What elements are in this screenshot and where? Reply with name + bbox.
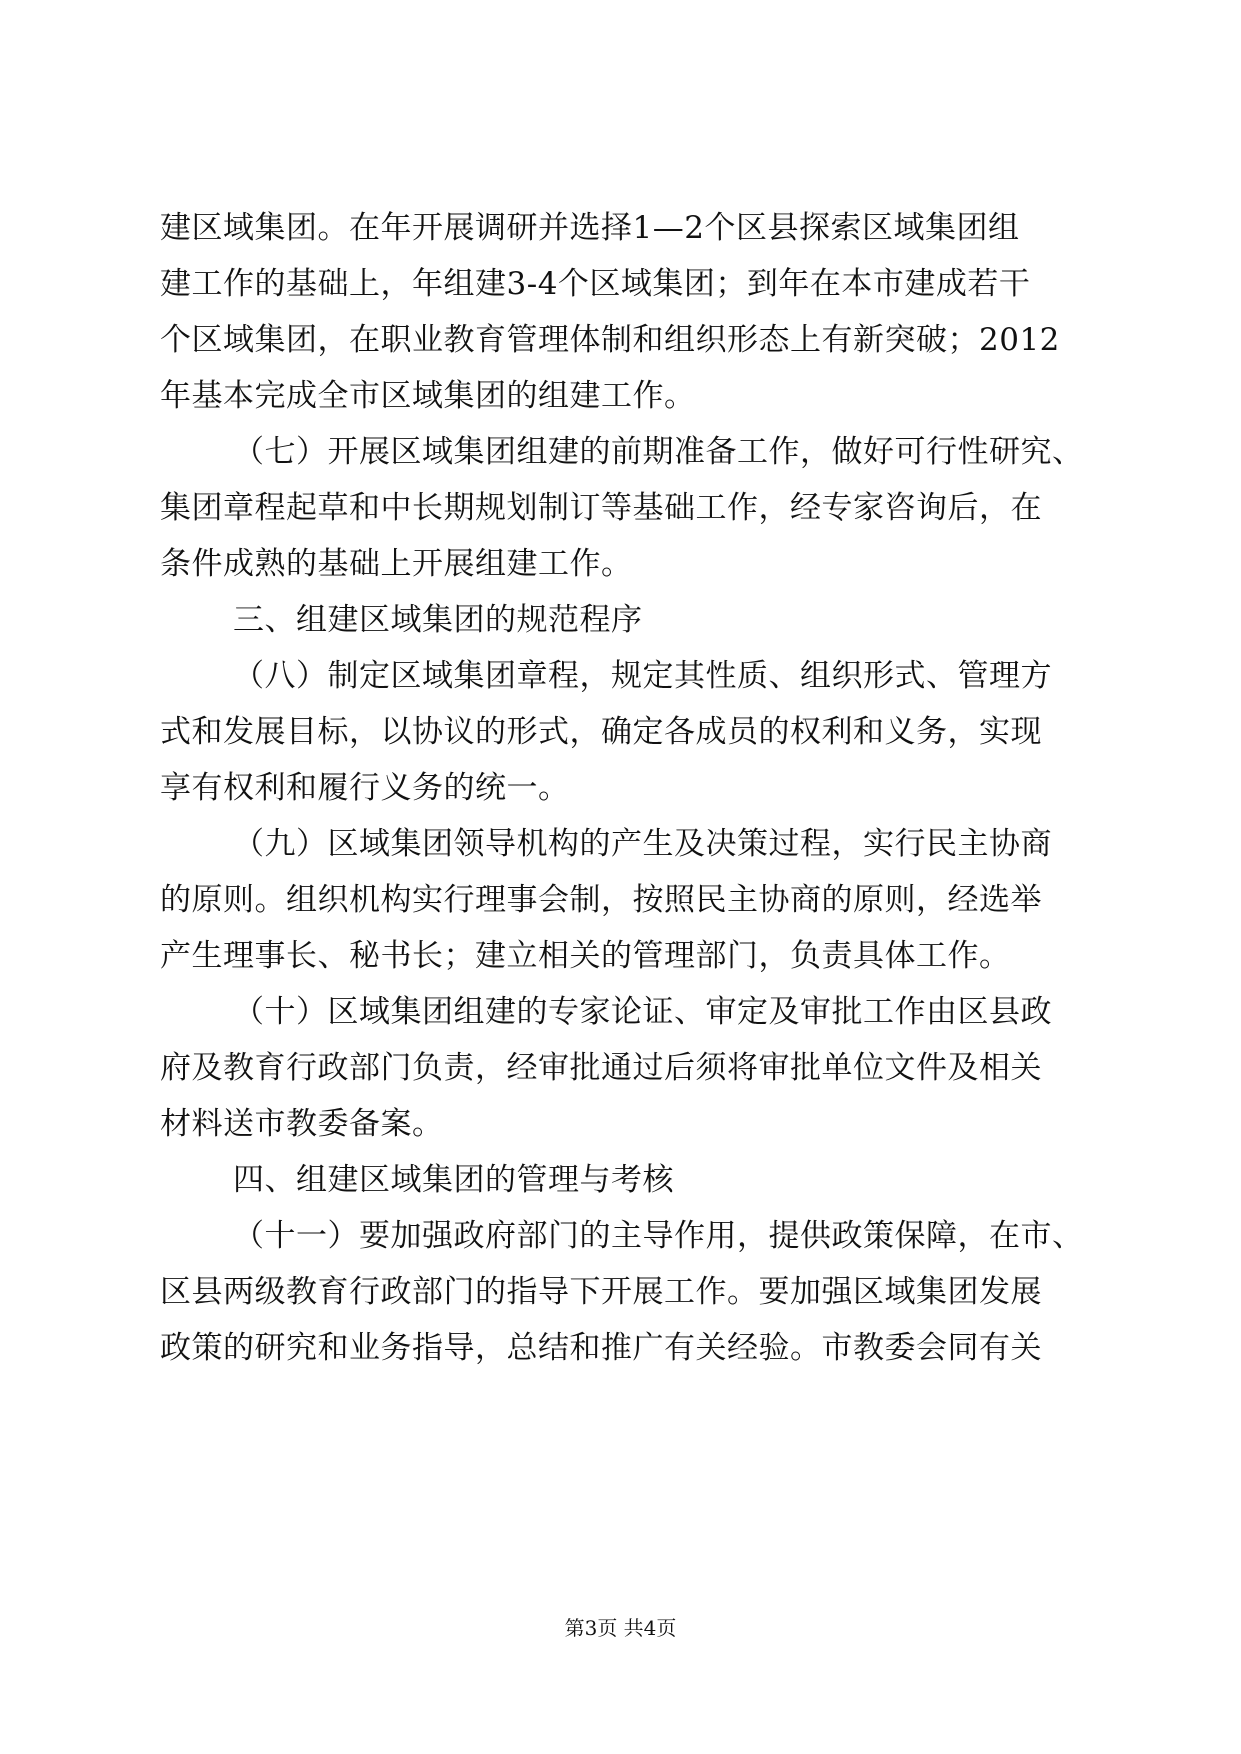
body-text-line: 府及教育行政部门负责，经审批通过后须将审批单位文件及相关 — [160, 1050, 1042, 1086]
page-number-footer: 第3页 共4页 — [564, 1616, 677, 1640]
body-text-line: 集团章程起草和中长期规划制订等基础工作，经专家咨询后，在 — [160, 490, 1042, 526]
body-text-line: 的原则。组织机构实行理事会制，按照民主协商的原则，经选举 — [160, 882, 1042, 918]
body-text-line: 区县两级教育行政部门的指导下开展工作。要加强区域集团发展 — [160, 1274, 1042, 1310]
body-text-line: 个区域集团，在职业教育管理体制和组织形态上有新突破；2012 — [160, 322, 1060, 358]
paragraph-start-line: （九）区域集团领导机构的产生及决策过程，实行民主协商 — [233, 826, 1052, 862]
body-text-line: 式和发展目标，以协议的形式，确定各成员的权利和义务，实现 — [160, 714, 1042, 750]
paragraph-start-line: （七）开展区域集团组建的前期准备工作，做好可行性研究、 — [233, 434, 1083, 470]
body-text-line: 产生理事长、秘书长；建立相关的管理部门，负责具体工作。 — [160, 938, 1011, 974]
body-text-line: 年基本完成全市区域集团的组建工作。 — [160, 378, 696, 414]
section-heading: 三、组建区域集团的规范程序 — [233, 602, 643, 638]
body-text-line: 政策的研究和业务指导，总结和推广有关经验。市教委会同有关 — [160, 1330, 1042, 1366]
paragraph-start-line: （十）区域集团组建的专家论证、审定及审批工作由区县政 — [233, 994, 1052, 1030]
body-text-line: 建区域集团。在年开展调研并选择1—2个区县探索区域集团组 — [160, 210, 1020, 246]
section-heading: 四、组建区域集团的管理与考核 — [233, 1162, 674, 1198]
body-text-line: 建工作的基础上，年组建3-4个区域集团；到年在本市建成若干 — [160, 266, 1031, 302]
body-text-line: 材料送市教委备案。 — [160, 1106, 444, 1142]
paragraph-start-line: （八）制定区域集团章程，规定其性质、组织形式、管理方 — [233, 658, 1052, 694]
body-text-line: 享有权利和履行义务的统一。 — [160, 770, 570, 806]
paragraph-start-line: （十一）要加强政府部门的主导作用，提供政策保障，在市、 — [233, 1218, 1083, 1254]
body-text-line: 条件成熟的基础上开展组建工作。 — [160, 546, 633, 582]
